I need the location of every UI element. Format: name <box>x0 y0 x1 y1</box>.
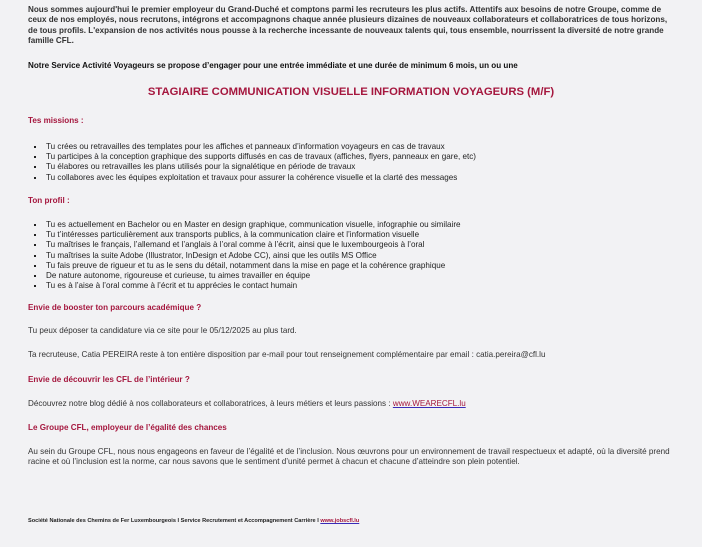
list-item: Tu es à l’aise à l’oral comme à l’écrit et tu apprécies le contact humain <box>46 281 696 291</box>
wearecfl-link[interactable]: www.WEARECFL.lu <box>392 399 466 408</box>
list-item: Tu fais preuve de rigueur et tu as le sens du détail, notamment dans la mise en page et la cohérence graphique <box>46 261 696 271</box>
list-item: Tu t’intéresses particulièrement aux transports publics, à la communication claire et l’information visuelle <box>46 230 696 240</box>
missions-list <box>28 142 696 183</box>
footer <box>28 516 359 526</box>
list-item: Tu élabores ou retravailles les plans utilisés pour la signalétique en période de travaux <box>46 162 696 172</box>
recruiter-contact-text: Ta recruteuse, Catia PEREIRA reste à ton entière disposition par e-mail pour tout renseignement complémentaire par email : catia.pereira@cfl.lu <box>28 350 546 359</box>
list-item: Tu es actuellement en Bachelor ou en Master en design graphique, communication visuelle, infographie ou similaire <box>46 220 696 230</box>
deadline-text: Tu peux déposer ta candidature via ce site pour le 05/12/2025 au plus tard. <box>28 326 297 335</box>
footer-text: Société Nationale des Chemins de Fer Luxembourgeois I Service Recrutement et Accompagnement Carrière I <box>28 518 321 524</box>
profile-list <box>28 220 696 291</box>
job-title: STAGIAIRE COMMUNICATION VISUELLE INFORMATION VOYAGEURS (M/F) <box>147 86 555 98</box>
jobscfl-link[interactable]: www.jobscfl.lu <box>320 518 360 524</box>
lead-paragraph: Notre Service Activité Voyageurs se propose d’engager pour une entrée immédiate et une durée de minimum 6 mois, un ou une <box>28 61 518 70</box>
apply-heading: Envie de booster ton parcours académique ? <box>28 303 202 312</box>
list-item: Tu crées ou retravailles des templates pour les affiches et panneaux d’information voyageurs en cas de travaux <box>46 142 696 152</box>
list-item: Tu collabores avec les équipes exploitation et travaux pour assurer la cohérence visuelle et la clarté des messages <box>46 173 696 183</box>
discover-heading: Envie de découvrir les CFL de l’intérieur ? <box>28 375 190 384</box>
list-item: Tu maîtrises la suite Adobe (Illustrator, InDesign et Adobe CC), ainsi que les outils MS Office <box>46 251 696 261</box>
equality-heading: Le Groupe CFL, employeur de l’égalité des chances <box>28 423 227 432</box>
list-item: De nature autonome, rigoureuse et curieuse, tu aimes travailler en équipe <box>46 271 696 281</box>
list-item: Tu participes à la conception graphique des supports diffusés en cas de travaux (affiches, flyers, panneaux en gare, etc) <box>46 152 696 162</box>
profile-heading: Ton profil : <box>28 196 70 205</box>
intro-paragraph: Nous sommes aujourd'hui le premier employeur du Grand-Duché et comptons parmi les recruteurs les plus actifs. Attentifs aux besoins de notre Groupe, comme de ceux de nos employés, nous recrutons, intégrons et accompagnons chaque année plusieurs dizaines de nouveaux collaborateurs et collaboratrices de tous horizons, de tous profils. L'expansion de nos activités nous pousse à la recherche incessante de nouveaux talents qui, tous ensemble, nourrissent la diversité de notre grande famille CFL. <box>28 5 668 46</box>
missions-heading: Tes missions : <box>28 116 84 125</box>
list-item: Tu maîtrises le français, l’allemand et l’anglais à l’oral comme à l’écrit, ainsi que le luxembourgeois à l’oral <box>46 240 696 250</box>
discover-paragraph <box>28 399 678 409</box>
discover-text: Découvrez notre blog dédié à nos collaborateurs et collaboratrices, à leurs métiers et leurs passions : <box>28 399 393 408</box>
equality-text: Au sein du Groupe CFL, nous nous engageons en faveur de l’égalité et de l’inclusion. Nous œuvrons pour un environnement de travail respectueux et adapté, où la diversité prend racine et où l’inclusion est la norme, car nous savons que le sentiment d’unité permet à chacun et chacune d’atteindre son plein potentiel. <box>28 447 670 467</box>
